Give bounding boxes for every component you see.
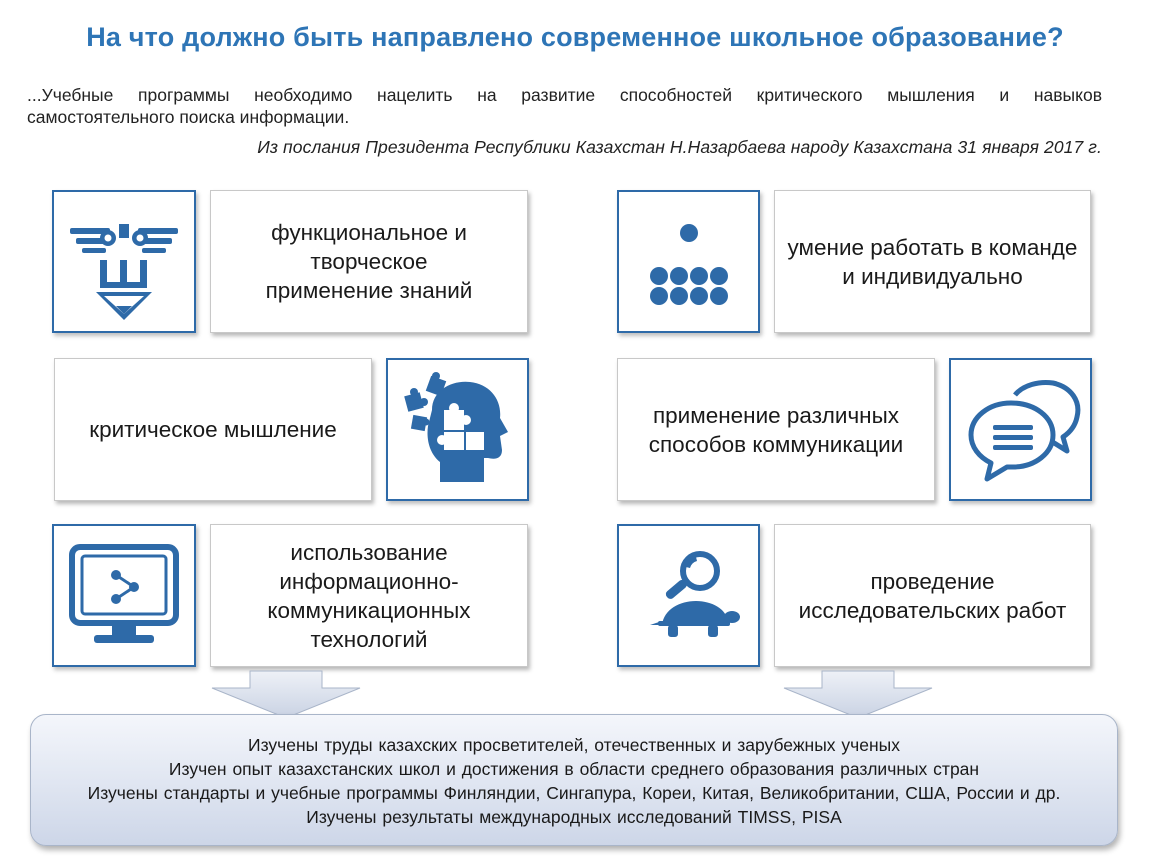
card-critical: [54, 358, 372, 501]
summary-line-3: Изучены стандарты и учебные программы Финляндии, Сингапура, Кореи, Китая, Великобритании, США, России и др.: [87, 783, 1061, 803]
left-down-arrow: [206, 670, 366, 720]
summary-line-1: Изучены труды казахских просветителей, отечественных и зарубежных ученых: [248, 735, 900, 755]
card-communication-label: применение различных способов коммуникации: [648, 402, 904, 457]
card-communication: [617, 358, 935, 501]
speech-bubbles-icon: [949, 358, 1092, 501]
right-down-arrow: [778, 670, 938, 720]
card-research: [774, 524, 1091, 667]
monitor-share-icon: [52, 524, 196, 667]
quote-line-2: самостоятельного поиска информации.: [27, 107, 350, 127]
summary-panel: [30, 714, 1118, 846]
card-ict-label: использование информационно-коммуникационных технологий: [267, 539, 471, 652]
card-functional: [210, 190, 528, 333]
winged-pencil-logo-icon: [52, 190, 196, 333]
card-ict: [210, 524, 528, 667]
magnifier-turtle-icon: [617, 524, 760, 667]
team-dots-icon: [617, 190, 760, 333]
head-puzzle-icon: [386, 358, 529, 501]
card-critical-label: критическое мышление: [89, 417, 337, 442]
page-title: На что должно быть направлено современное школьное образование?: [86, 22, 1064, 52]
quote-source: Из послания Президента Республики Казахстан Н.Назарбаева народу Казахстана 31 января 2017 г.: [257, 137, 1102, 157]
card-research-label: проведение исследовательских работ: [798, 568, 1067, 623]
quote: [27, 84, 1102, 128]
summary-line-2: Изучен опыт казахстанских школ и достижения в области среднего образования различных стран: [168, 759, 980, 779]
card-teamwork-label: умение работать в команде и индивидуально: [787, 234, 1078, 289]
card-functional-label: функциональное и творческое применение знаний: [265, 220, 473, 303]
card-teamwork: [774, 190, 1091, 333]
summary-line-4: Изучены результаты международных исследований TIMSS, PISA: [306, 807, 842, 827]
quote-line-1: ...Учебные программы необходимо нацелить на развитие способностей критического мышления и навыков: [27, 85, 1102, 105]
